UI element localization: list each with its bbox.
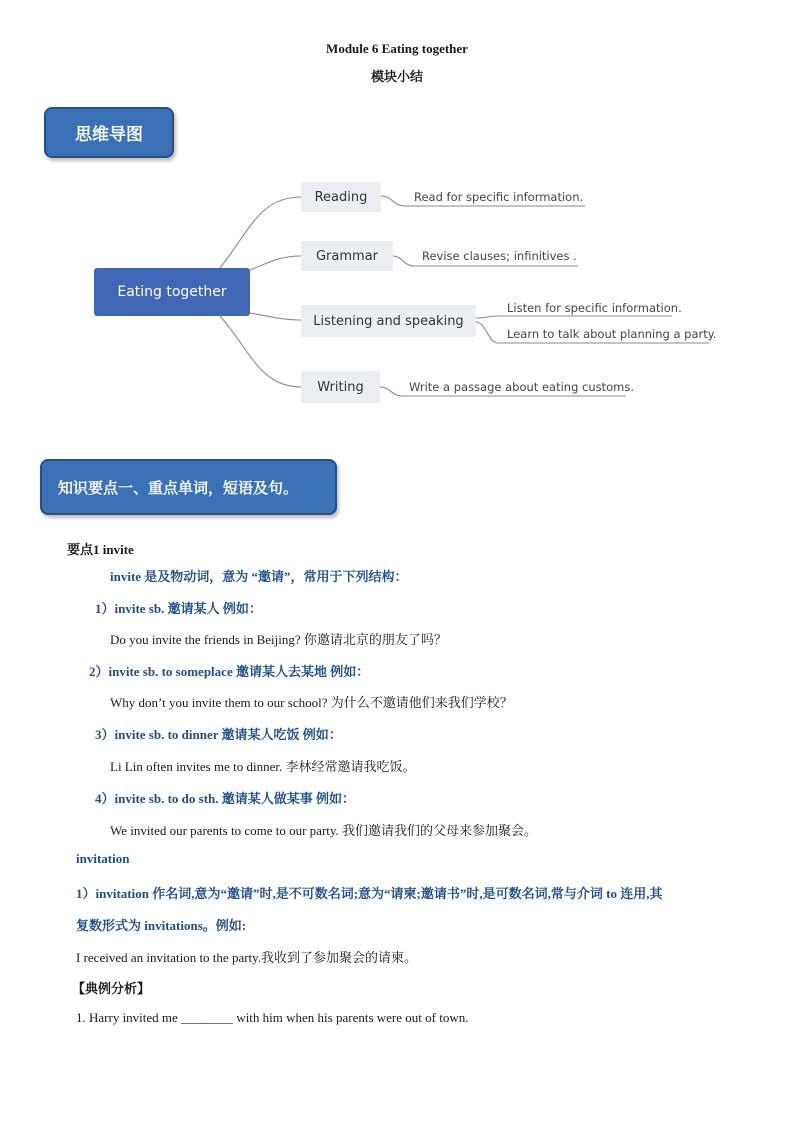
pattern-3: 3）invite sb. to dinner 邀请某人吃饭 例如： bbox=[95, 727, 342, 742]
invitation-heading: invitation bbox=[76, 851, 130, 866]
mindmap-note-speaking: Learn to talk about planning a party. bbox=[507, 327, 717, 341]
mindmap-node-writing: Writing bbox=[301, 371, 380, 403]
mindmap-node-listening-speaking: Listening and speaking bbox=[301, 305, 476, 337]
document-subtitle: 模块小结 bbox=[370, 69, 423, 84]
section-knowledge-label: 知识要点一、重点单词，短语及句。 bbox=[58, 478, 299, 497]
pattern-2: 2）invite sb. to someplace 邀请某人去某地 例如： bbox=[89, 664, 370, 679]
example-3: Li Lin often invites me to dinner. 李林经常邀请我吃饭。 bbox=[110, 759, 416, 774]
point1-heading: 要点1 invite bbox=[67, 542, 134, 557]
invitation-example: I received an invitation to the party.我收到了参加聚会的请柬。 bbox=[76, 950, 418, 965]
mindmap-note-listening: Listen for specific information. bbox=[507, 301, 682, 315]
document-title: Module 6 Eating together bbox=[326, 41, 468, 56]
invitation-line-1: 1）invitation 作名词,意为“邀请”时,是不可数名词;意为“请柬;邀请书”时,是可数名词,常与介词 to 连用,其 bbox=[76, 886, 663, 901]
mindmap-connectors bbox=[0, 0, 794, 420]
pattern-4: 4）invite sb. to do sth. 邀请某人做某事 例如： bbox=[95, 791, 356, 806]
mindmap-note-grammar: Revise clauses; infinitives . bbox=[422, 249, 577, 263]
analysis-heading: 【典例分析】 bbox=[72, 981, 151, 996]
invitation-line-2: 复数形式为 invitations。例如: bbox=[76, 918, 247, 933]
example-4: We invited our parents to come to our party. 我们邀请我们的父母来参加聚会。 bbox=[110, 823, 538, 838]
section-mindmap-label: 思维导图 bbox=[75, 125, 143, 145]
mindmap-root: Eating together bbox=[94, 268, 250, 316]
pattern-1: 1）invite sb. 邀请某人 例如： bbox=[95, 601, 262, 616]
mindmap-node-reading: Reading bbox=[301, 182, 381, 212]
analysis-question-1: 1. Harry invited me ________ with him when his parents were out of town. bbox=[76, 1010, 469, 1025]
section-knowledge-tag bbox=[40, 459, 337, 515]
point1-intro: invite 是及物动词，意为 “邀请”，常用于下列结构： bbox=[110, 569, 408, 584]
mindmap-note-writing: Write a passage about eating customs. bbox=[409, 380, 635, 394]
mindmap-node-grammar: Grammar bbox=[301, 241, 393, 271]
mindmap-note-reading: Read for specific information. bbox=[414, 190, 584, 204]
example-1: Do you invite the friends in Beijing? 你邀请北京的朋友了吗？ bbox=[110, 632, 447, 647]
example-2: Why don’t you invite them to our school? 为什么不邀请他们来我们学校？ bbox=[110, 695, 513, 710]
